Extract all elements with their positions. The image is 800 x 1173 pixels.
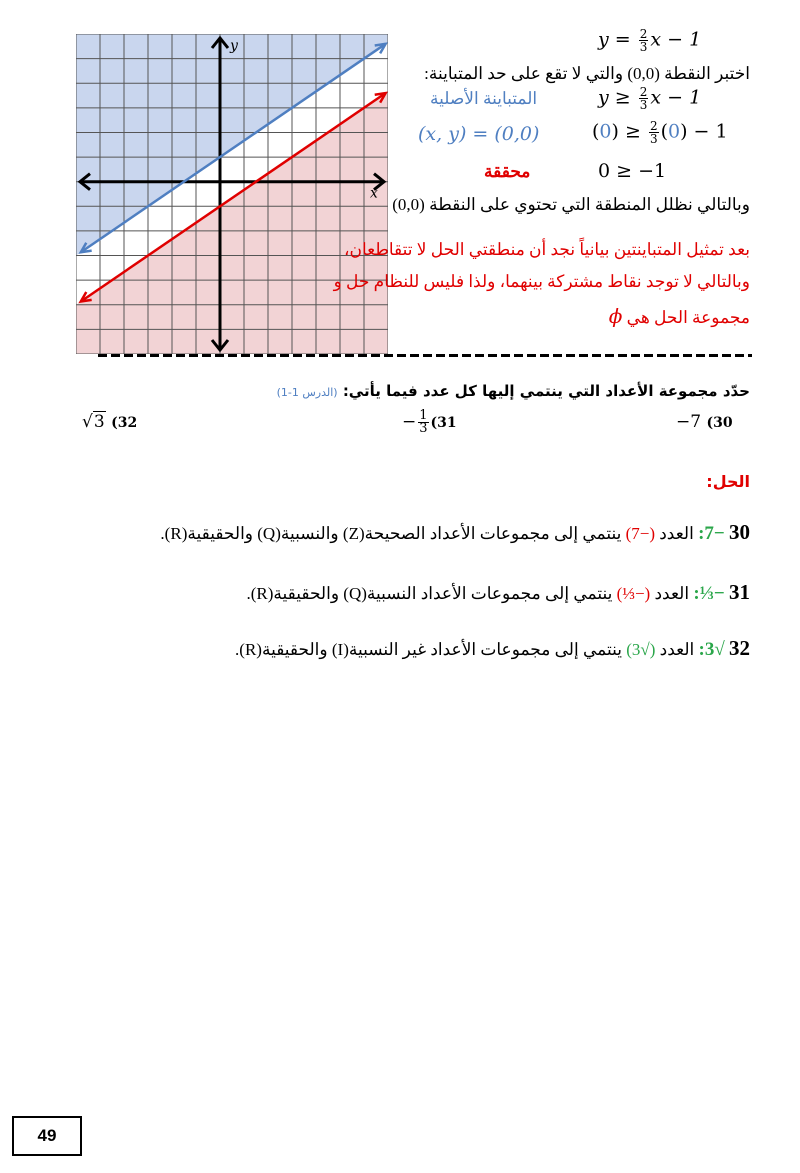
original-inequality: y ≥ $\frac{2}{3}$ x − 1 [598, 85, 702, 112]
question-item-31: − $\frac{1}{3}$ (31 [402, 408, 457, 436]
conclusion-line-1: بعد تمثيل المتباينتين بيانياً نجد أن منطقتي الحل لا تتقاطعان، [344, 240, 750, 259]
test-point-equation: (x, y) = (0,0) [418, 123, 540, 145]
shade-instruction: وبالتالي نظلل المنطقة التي تحتوي على النقطة (0,0) [392, 195, 750, 214]
page-number: 49 [12, 1116, 82, 1156]
satisfied-label: محققة [484, 162, 531, 181]
conclusion-line-2: وبالتالي لا توجد نقاط مشتركة بينهما، ولذا فليس للنظام حل و [333, 272, 750, 291]
empty-set-symbol: ϕ [608, 304, 623, 328]
question-prompt: حدّد مجموعة الأعداد التي ينتمي إليها كل عدد فيما يأتي: (الدرس 1-1) [276, 382, 750, 400]
original-inequality-label: المتباينة الأصلية [430, 89, 538, 108]
question-item-32: √3 (32 [82, 412, 138, 432]
substituted-inequality: (0) ≥ $\frac{2}{3}$ (0) − 1 [592, 119, 728, 146]
boundary-equation: y = $\frac{2}{3}$ x − 1 [598, 27, 702, 54]
solution-32: 32 √3: العدد (√3) ينتمي إلى مجموعات الأعداد غير النسبية(I) والحقيقية(R). [235, 636, 750, 660]
x-axis-label: x [370, 185, 378, 202]
question-item-30: −7 (30 [676, 412, 733, 432]
conclusion-line-3: مجموعة الحل هي ϕ [608, 304, 750, 328]
y-axis-label: y [230, 38, 238, 54]
solution-31: 31 −⅓: العدد (−⅓) ينتمي إلى مجموعات الأعداد النسبية(Q) والحقيقية(R). [246, 580, 750, 604]
solution-heading: الحل: [706, 472, 750, 491]
result-inequality: 0 ≥ −1 [598, 160, 667, 182]
solution-30: 30 −7: العدد (−7) ينتمي إلى مجموعات الأعداد الصحيحة(Z) والنسبية(Q) والحقيقية(R). [160, 520, 750, 544]
section-divider [98, 354, 752, 357]
lesson-reference: (الدرس 1-1) [276, 386, 338, 399]
test-point-text: اختبر النقطة (0,0) والتي لا تقع على حد المتباينة: [424, 64, 750, 83]
